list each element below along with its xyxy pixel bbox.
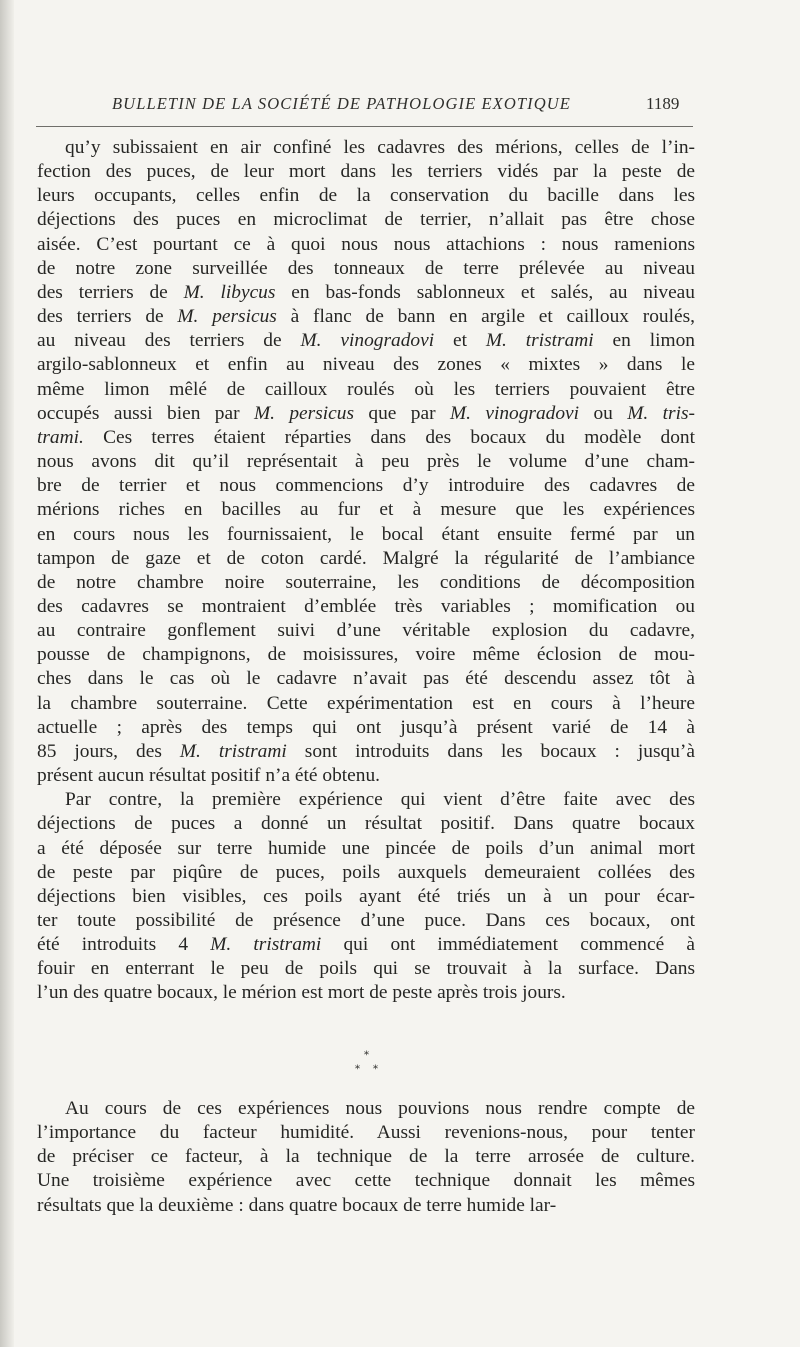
text-line: de peste par piqûre de puces, poils auxquels demeuraient collées des (37, 861, 695, 883)
text-line: l’importance du facteur humidité. Aussi revenions-nous, pour tenter (37, 1122, 695, 1144)
paragraph-block-2 (37, 1097, 695, 1218)
text-line: trami. Ces terres étaient réparties dans des bocaux du modèle dont (37, 426, 695, 448)
running-head (0, 88, 800, 118)
text-line: résultats que la deuxième : dans quatre bocaux de terre humide lar- (37, 1194, 557, 1216)
text-line: ter toute possibilité de présence d’une puce. Dans ces bocaux, ont (37, 910, 695, 931)
text-line: au niveau des terriers de M. vinogradovi et M. tristrami en limon (37, 330, 695, 352)
text-line: nous avons dit qu’il représentait à peu près le volume d’une cham- (37, 451, 695, 473)
text-line: Par contre, la première expérience qui vient d’être faite avec des (65, 789, 695, 811)
text-line: la chambre souterraine. Cette expérimentation est en cours à l’heure (37, 692, 695, 714)
text-line: Une troisième expérience avec cette technique donnait les mêmes (37, 1170, 695, 1192)
text-line: déjections des puces en microclimat de terrier, n’allait pas être chose (37, 209, 695, 231)
text-line: qu’y subissaient en air confiné les cadavres des mérions, celles de l’in- (65, 137, 695, 158)
text-line: déjections de puces a donné un résultat positif. Dans quatre bocaux (37, 813, 695, 835)
paragraph (37, 1097, 695, 1218)
section-separator (340, 1050, 400, 1084)
text-line: Au cours de ces expériences nous pouvions nous rendre compte de (65, 1098, 695, 1119)
separator-star: * (373, 1064, 378, 1075)
text-line: leurs occupants, celles enfin de la conservation du bacille dans les (37, 185, 695, 207)
text-line: argilo-sablonneux et enfin au niveau des zones « mixtes » dans le (37, 354, 695, 376)
text-line: fection des puces, de leur mort dans les terriers vidés par la peste de (37, 161, 695, 183)
text-line: même limon mêlé de cailloux roulés où les terriers pouvaient être (37, 378, 695, 400)
text-line: 85 jours, des M. tristrami sont introduits dans les bocaux : jusqu’à (37, 740, 695, 762)
separator-star: * (364, 1050, 369, 1061)
text-line: été introduits 4 M. tristrami qui ont immédiatement commencé à (37, 934, 695, 956)
text-line: déjections bien visibles, ces poils ayant été triés un à un pour écar- (37, 885, 695, 907)
paragraph (37, 788, 695, 1005)
journal-title: BULLETIN DE LA SOCIÉTÉ DE PATHOLOGIE EXOTIQUE (112, 94, 571, 113)
text-line: de préciser ce facteur, à la technique de la terre arrosée de culture. (37, 1146, 695, 1168)
text-line: bre de terrier et nous commencions d’y introduire des cadavres de (37, 475, 695, 497)
paragraph-block-1 (37, 136, 695, 1006)
text-line: aisée. C’est pourtant ce à quoi nous nous attachions : nous ramenions (37, 233, 695, 255)
text-line: tampon de gaze et de coton cardé. Malgré la régularité de l’ambiance (37, 547, 695, 569)
text-line: ches dans le cas où le cadavre n’avait pas été descendu assez tôt à (37, 668, 695, 690)
text-line: fouir en enterrant le peu de poils qui se trouvait à la surface. Dans (37, 958, 695, 980)
text-line: en cours nous les fournissaient, le bocal étant ensuite fermé par un (37, 523, 695, 545)
separator-star: * (355, 1064, 360, 1075)
text-line: des terriers de M. persicus à flanc de bann en argile et cailloux roulés, (37, 306, 695, 328)
text-line: a été déposée sur terre humide une pincée de poils d’un animal mort (37, 837, 695, 859)
text-line: des terriers de M. libycus en bas-fonds sablonneux et salés, au niveau (37, 281, 695, 303)
text-line: actuelle ; après des temps qui ont jusqu’à présent varié de 14 à (37, 716, 695, 738)
text-line: de notre zone surveillée des tonneaux de terre prélevée au niveau (37, 257, 695, 279)
text-line: l’un des quatre bocaux, le mérion est mort de peste après trois jours. (37, 982, 566, 1004)
text-line: occupés aussi bien par M. persicus que par M. vinogradovi ou M. tris- (37, 402, 695, 424)
text-line: pousse de champignons, de moisissures, voire même éclosion de mou- (37, 644, 695, 666)
page-binding-shadow (0, 0, 14, 1347)
text-line: des cadavres se montraient d’emblée très variables ; momification ou (37, 595, 695, 617)
page-number: 1189 (646, 94, 680, 113)
text-line: présent aucun résultat positif n’a été obtenu. (37, 765, 380, 787)
text-line: de notre chambre noire souterraine, les conditions de décomposition (37, 571, 695, 593)
text-line: au contraire gonflement suivi d’une véritable explosion du cadavre, (37, 620, 695, 642)
paragraph (37, 136, 695, 788)
header-rule (36, 126, 693, 127)
text-line: mérions riches en bacilles au fur et à mesure que les expériences (37, 499, 695, 521)
